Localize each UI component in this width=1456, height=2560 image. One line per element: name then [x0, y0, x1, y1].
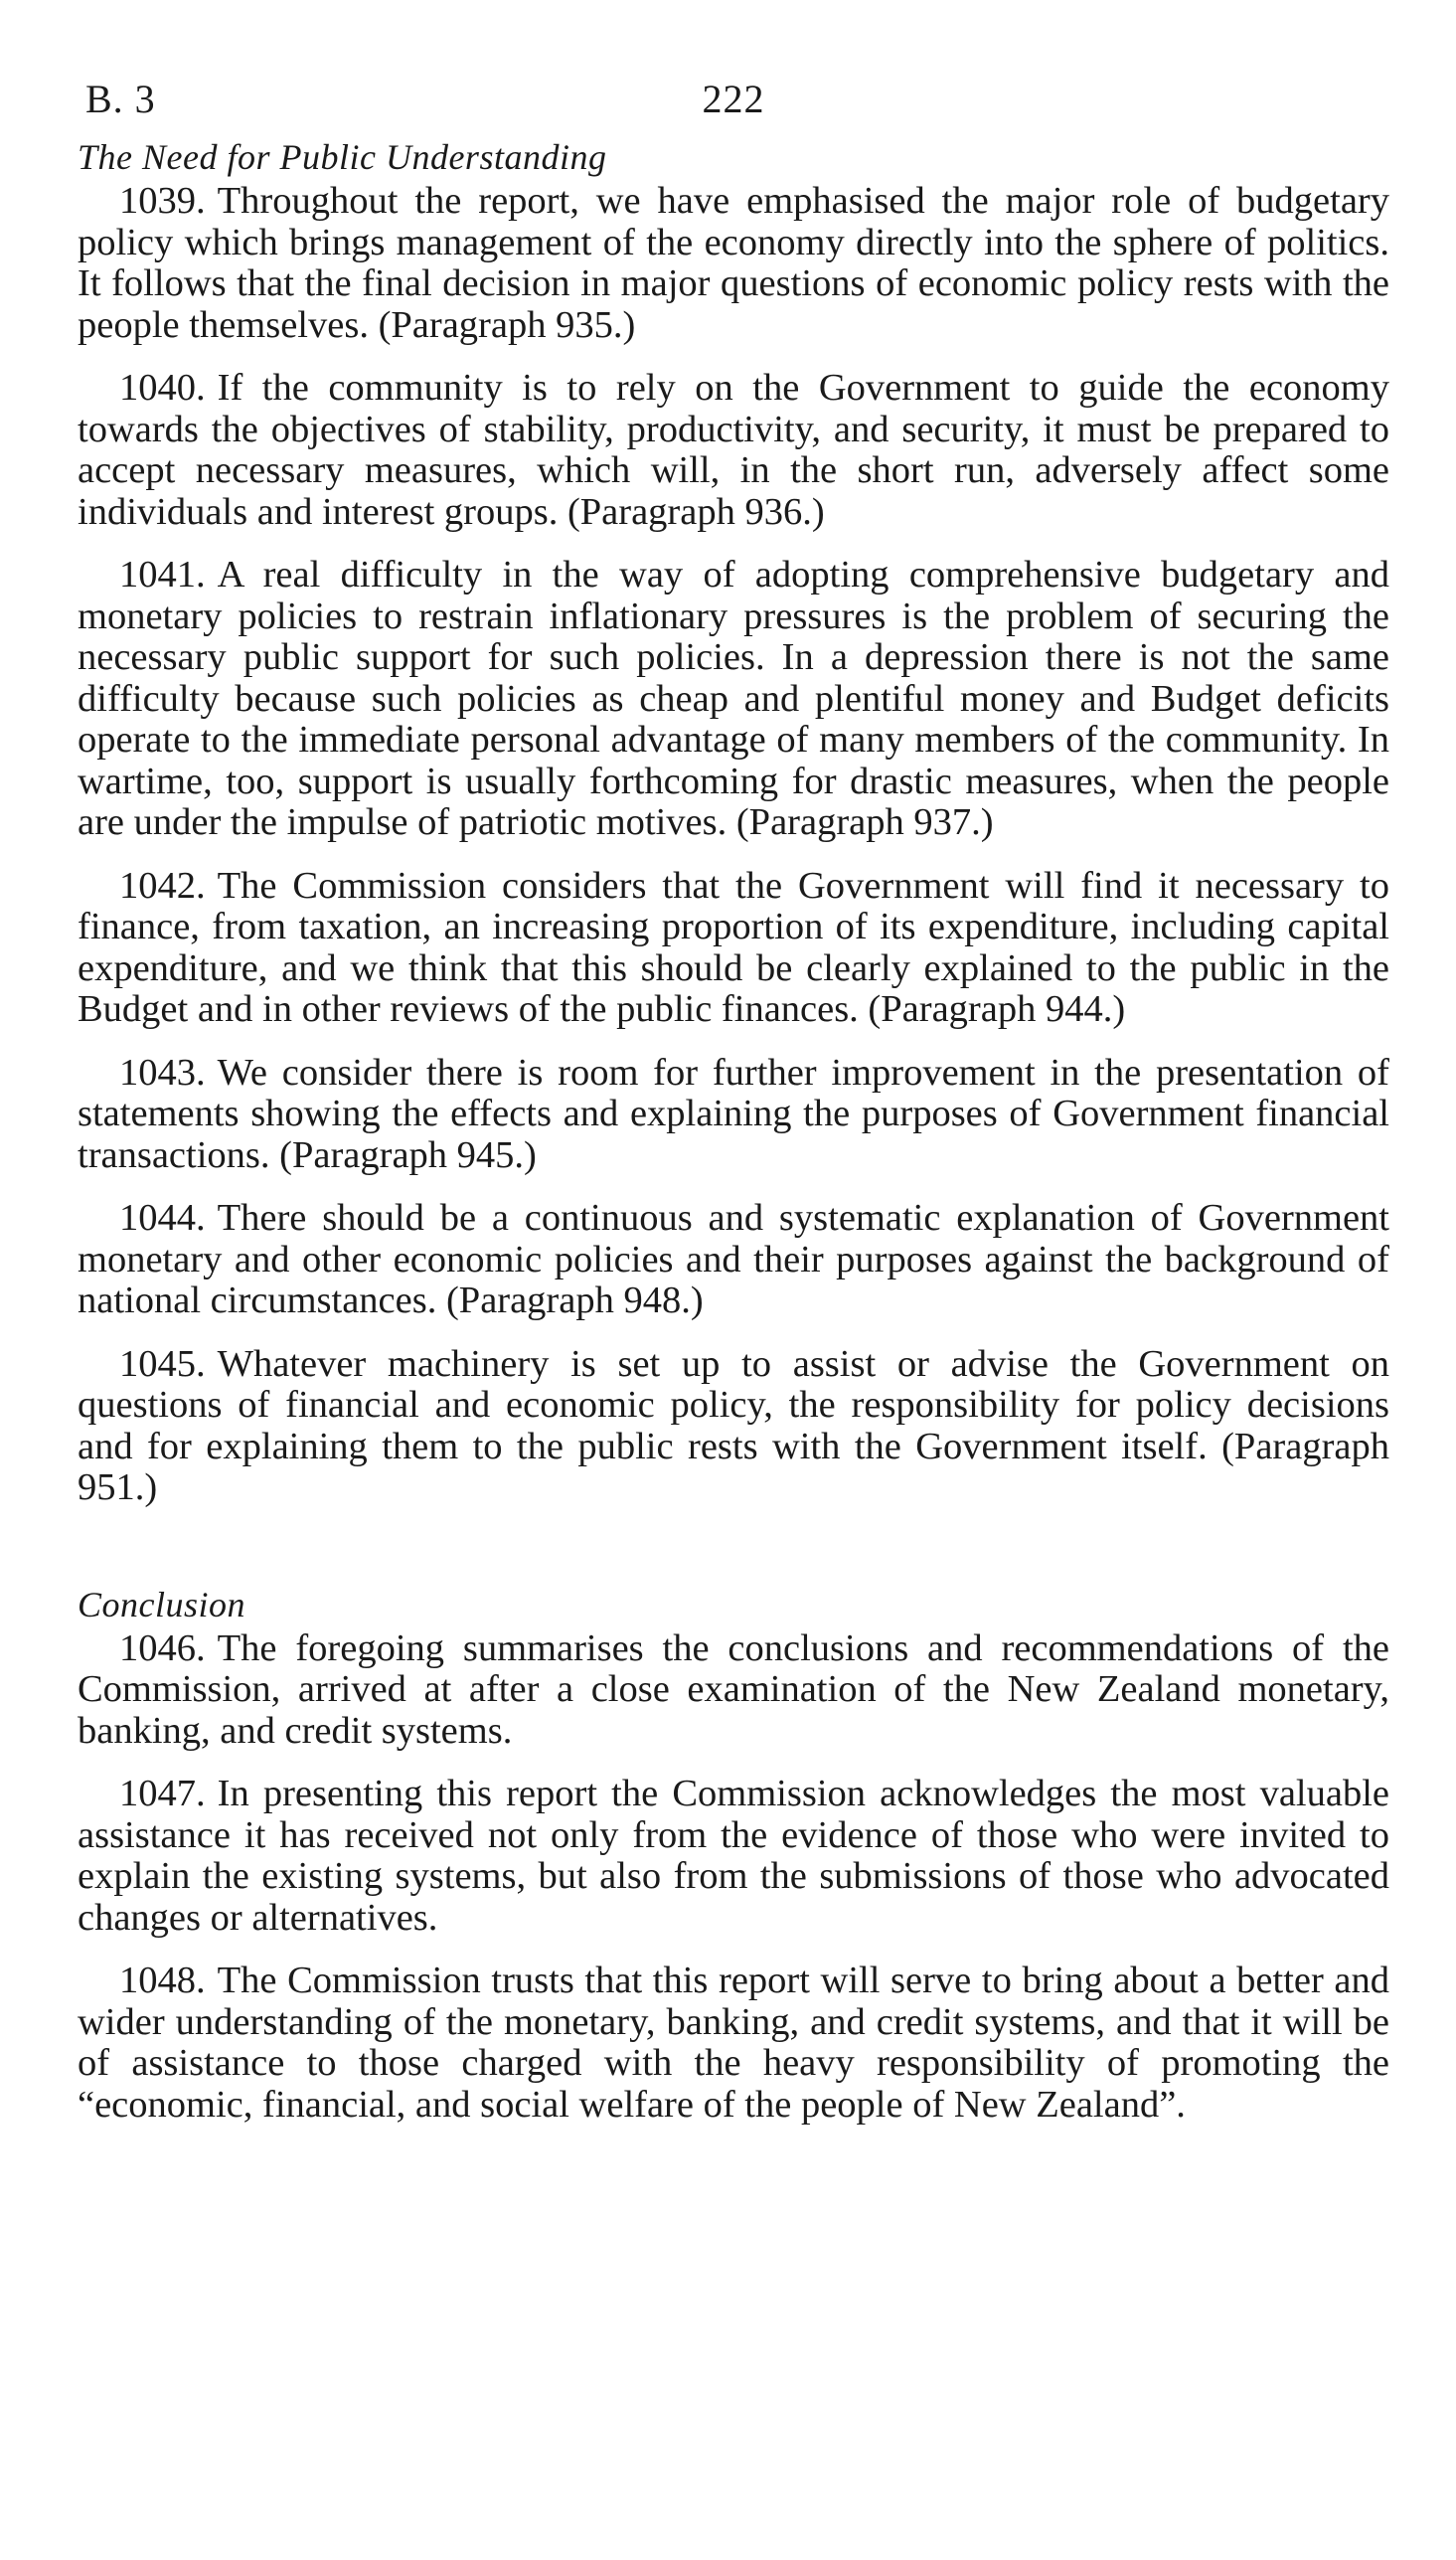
paragraph-number: 1040.: [119, 367, 206, 409]
paragraph-text: The Commission trusts that this report will serve to bring about a better and wider understanding of the monetary, banking, and credit systems, and that it will be of assistance to those charged with the heavy responsibility of promoting the “economic, financial, and social welfare of the people of New Zealand”.: [78, 1960, 1389, 2126]
paragraph-number: 1042.: [119, 864, 206, 907]
paragraph-1045: [78, 1344, 1389, 1509]
paragraph-text: The foregoing summarises the conclusions and recommendations of the Commission, arrived at after a close examination of the New Zealand monetary, banking, and credit systems.: [78, 1626, 1389, 1752]
paragraph-text: If the community is to rely on the Government to guide the economy towards the objectives of stability, productivity, and security, it must be prepared to accept necessary measures, which will, in the short run, adversely affect some individuals and interest groups. (Paragraph 936.): [78, 367, 1389, 533]
paragraph-text: In presenting this report the Commission acknowledges the most valuable assistance it has received not only from the evidence of those who were invited to explain the existing systems, but also from the submissions of those who advocated changes or alternatives.: [78, 1773, 1389, 1939]
paragraph-number: 1046.: [119, 1626, 206, 1669]
paragraph-1039: [78, 181, 1389, 346]
paragraph-1040: [78, 368, 1389, 533]
section-heading: Conclusion: [78, 1584, 246, 1624]
paragraph-text: We consider there is room for further improvement in the presentation of statements showing the effects and explaining the purposes of Government financial transactions. (Paragraph 945.): [78, 1051, 1389, 1176]
paragraph-number: 1041.: [119, 554, 206, 596]
paragraph-1048: [78, 1961, 1389, 2126]
paragraph-1047: [78, 1774, 1389, 1939]
paragraph-1043: [78, 1053, 1389, 1177]
paragraph-1042: [78, 866, 1389, 1031]
paragraph-number: 1047.: [119, 1773, 206, 1814]
paragraph-text: A real difficulty in the way of adopting comprehensive budgetary and monetary policies to restrain inflationary pressures is the problem of securing the necessary public support for such policies. In a depression there is not the same difficulty because such policies as cheap and plentiful money and Budget deficits operate to the immediate personal advantage of many members of the community. In wartime, too, support is usually forthcoming for drastic measures, when the people are under the impulse of patriotic motives. (Paragraph 937.): [78, 554, 1389, 843]
paragraph-number: 1044.: [119, 1197, 206, 1239]
section-heading: The Need for Public Understanding: [78, 137, 607, 177]
paragraph-number: 1039.: [119, 180, 206, 222]
page-number: 222: [702, 77, 765, 121]
paragraph-number: 1048.: [119, 1960, 206, 2001]
series-label: B. 3: [85, 77, 156, 121]
paragraph-text: Throughout the report, we have emphasised the major role of budgetary policy which brings management of the economy directly into the sphere of politics. It follows that the final decision in major questions of economic policy rests with the people themselves. (Paragraph 935.): [78, 180, 1389, 346]
paragraph-1046: [78, 1628, 1389, 1753]
paragraph-number: 1043.: [119, 1051, 206, 1094]
paragraph-text: There should be a continuous and systematic explanation of Government monetary and other economic policies and their purposes against the background of national circumstances. (Paragraph 948.): [78, 1197, 1389, 1321]
paragraph-1044: [78, 1198, 1389, 1322]
section-divider-space: [78, 1531, 1389, 1577]
page-header: [78, 70, 1389, 129]
paragraph-text: The Commission considers that the Government will find it necessary to finance, from taxation, an increasing proportion of its expenditure, including capital expenditure, and we think that this should be clearly explained to the public in the Budget and in other reviews of the public finances. (Paragraph 944.): [78, 864, 1389, 1030]
section-public-understanding: [78, 135, 1389, 1509]
document-page: [78, 70, 1389, 2147]
section-conclusion: [78, 1583, 1389, 2127]
paragraph-text: Whatever machinery is set up to assist or advise the Government on questions of financial and economic policy, the responsibility for policy decisions and for explaining them to the public rests with the Government itself. (Paragraph 951.): [78, 1342, 1389, 1508]
paragraph-number: 1045.: [119, 1342, 206, 1385]
paragraph-1041: [78, 555, 1389, 844]
